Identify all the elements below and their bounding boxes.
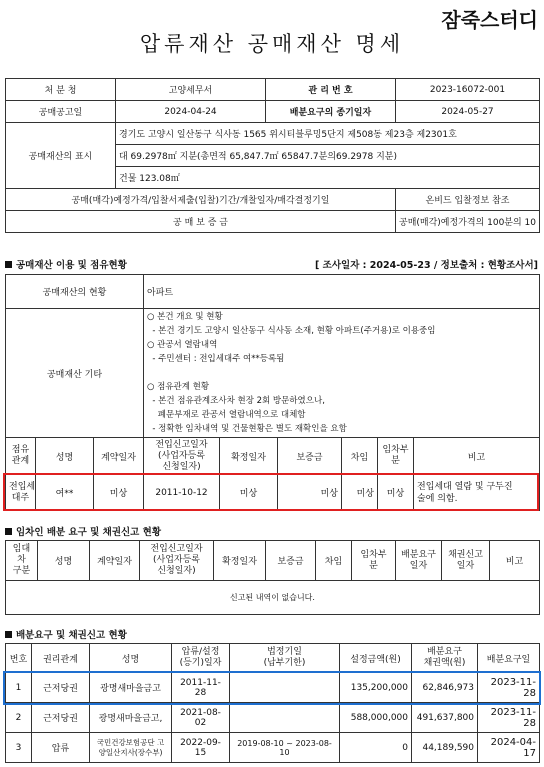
property-line-3: 건물 123.08㎡ — [116, 167, 540, 189]
highlight-blue-box — [3, 671, 541, 705]
status-value: 아파트 — [144, 275, 540, 309]
bullet-square-icon — [5, 631, 12, 638]
property-line-1: 경기도 고양시 일산동구 식사동 1565 위시티블루밍5단지 제508동 제23층 제2301호 — [116, 123, 540, 145]
col-contract-date: 계약일자 — [94, 438, 144, 475]
cell-set-amount: 135,200,000 — [340, 673, 412, 703]
col-registration-date: 압류/설정 (등기)일자 — [172, 644, 230, 673]
cell-right: 근저당권 — [32, 673, 90, 703]
cell-registration-date: 2022-09-15 — [172, 733, 230, 763]
table-row — [6, 703, 540, 733]
cell-claim-date: 2024-04-17 — [478, 733, 540, 763]
cell-contract-date: 미상 — [94, 475, 144, 511]
management-no-value: 2023-16072-001 — [396, 79, 540, 101]
status-label: 공매재산의 현황 — [6, 275, 144, 309]
tenant-header-row — [6, 541, 540, 581]
cell-set-amount: 0 — [340, 733, 412, 763]
col-no: 번호 — [6, 644, 32, 673]
col-occupancy: 점유 관계 — [6, 438, 36, 475]
cell-name: 광명새마을금고, — [90, 703, 172, 733]
cell-no: 2 — [6, 703, 32, 733]
table-row — [6, 733, 540, 763]
other-text: ○ 본건 개요 및 현황 - 본건 경기도 고양시 일산동구 식사동 소재, 현황 아파트(주거용)로 이용중임 ○ 관공서 열람내역 - 주민센터 : 전입세대주 여**등록됨 ○ 점유관계 현황 - 본건 점유관계조사차 현장 2회 방문하였으나, 폐문부재로 관공서 열람내역으로 대체함 - 정확한 임차내역 및 건물현황은 별도 재확인을 요함 — [144, 309, 540, 438]
summary-table — [5, 78, 540, 233]
col-lease-type: 임대 차 구분 — [6, 541, 38, 581]
tenant-table — [5, 540, 540, 615]
col-lease-part: 임차부 분 — [352, 541, 396, 581]
col-name: 성명 — [38, 541, 90, 581]
cell-registration-date: 2011-11-28 — [172, 673, 230, 703]
cell-claim-amount: 44,189,590 — [412, 733, 478, 763]
col-deposit: 보증금 — [278, 438, 342, 475]
cell-name: 국민건강보험공단 고 양일산지사(장수부) — [90, 733, 172, 763]
col-fixed-date: 확정일자 — [220, 438, 278, 475]
cell-claim-date: 2023-11-28 — [478, 703, 540, 733]
cell-rent: 미상 — [342, 475, 378, 511]
property-line-2: 대 69.2978㎡ 지분(총면적 65,847.7㎡ 65847.7분의69.2978 지분) — [116, 145, 540, 167]
bullet-square-icon — [5, 261, 12, 268]
cell-occupancy: 전입세 대주 — [6, 475, 36, 511]
tenant-section-title: 임차인 배분 요구 및 채권신고 현황 — [5, 524, 161, 538]
usage-section-title: 공매재산 이용 및 점유현황 — [5, 257, 127, 271]
col-claim-date: 배분요구일 — [478, 644, 540, 673]
cell-name: 여** — [36, 475, 94, 511]
col-report-date: 채권신고 일자 — [442, 541, 490, 581]
col-remarks: 비고 — [414, 438, 540, 475]
col-remarks: 비고 — [490, 541, 540, 581]
page-title: 압류재산 공매재산 명세 — [139, 32, 405, 56]
usage-header-row — [6, 438, 540, 475]
cell-lease-part: 미상 — [378, 475, 414, 511]
col-contract-date: 계약일자 — [90, 541, 140, 581]
col-set-amount: 설정금액(원) — [340, 644, 412, 673]
col-fixed-date: 확정일자 — [214, 541, 266, 581]
schedule-value: 온비드 입찰정보 참조 — [396, 189, 540, 211]
deposit-label: 공 매 보 증 금 — [6, 211, 396, 233]
cell-no: 3 — [6, 733, 32, 763]
bullet-square-icon — [5, 528, 12, 535]
col-claim-amount: 배분요구 채권액(원) — [412, 644, 478, 673]
col-rent: 차임 — [316, 541, 352, 581]
survey-info: [ 조사일자 : 2024-05-23 / 정보출처 : 현황조사서] — [315, 260, 538, 271]
cell-legal-date: 2019-08-10 ~ 2023-08-10 — [230, 733, 340, 763]
cell-legal-date — [230, 703, 340, 733]
col-claim-date: 배분요구 일자 — [396, 541, 442, 581]
notice-date-value: 2024-04-24 — [116, 101, 266, 123]
cell-deposit: 미상 — [278, 475, 342, 511]
property-label: 공매재산의 표시 — [6, 123, 116, 189]
cell-no: 1 — [6, 673, 32, 703]
highlight-red-box — [3, 473, 539, 511]
cell-remarks: 전입세대 열람 및 구두진 술에 의함. — [414, 475, 540, 511]
claims-section-title: 배분요구 및 채권신고 현황 — [5, 627, 127, 641]
cell-set-amount: 588,000,000 — [340, 703, 412, 733]
cell-claim-amount: 491,637,800 — [412, 703, 478, 733]
cell-fixed-date: 미상 — [220, 475, 278, 511]
other-label: 공매재산 기타 — [6, 309, 144, 438]
col-right: 권리관계 — [32, 644, 90, 673]
col-move-in-date: 전입신고일자 (사업자등록 신청일자) — [144, 438, 220, 475]
cell-right: 압류 — [32, 733, 90, 763]
disposition-agency-value: 고양세무서 — [116, 79, 266, 101]
col-legal-date: 법정기일 (납부기한) — [230, 644, 340, 673]
cell-claim-amount: 62,846,973 — [412, 673, 478, 703]
claim-deadline-value: 2024-05-27 — [396, 101, 540, 123]
cell-right: 근저당권 — [32, 703, 90, 733]
deposit-value: 공매(매각)예정가격의 100분의 10 — [396, 211, 540, 233]
col-rent: 차임 — [342, 438, 378, 475]
disposition-agency-label: 처 분 청 — [6, 79, 116, 101]
cell-move-in-date: 2011-10-12 — [144, 475, 220, 511]
cell-claim-date: 2023-11-28 — [478, 673, 540, 703]
col-lease-part: 임차부 분 — [378, 438, 414, 475]
notice-date-label: 공매공고일 — [6, 101, 116, 123]
watermark: 잠죽스터디 — [441, 8, 538, 32]
col-name: 성명 — [36, 438, 94, 475]
col-deposit: 보증금 — [266, 541, 316, 581]
management-no-label: 관 리 번 호 — [266, 79, 396, 101]
claims-header-row — [6, 644, 540, 673]
schedule-label: 공매(매각)예정가격/입찰서제출(입찰)기간/개찰일자/매각결정기일 — [6, 189, 396, 211]
cell-registration-date: 2021-08-02 — [172, 703, 230, 733]
empty-message: 신고된 내역이 없습니다. — [6, 581, 540, 615]
col-name: 성명 — [90, 644, 172, 673]
claim-deadline-label: 배분요구의 종기일자 — [266, 101, 396, 123]
cell-name: 광명새마을금고 — [90, 673, 172, 703]
col-move-in-date: 전입신고일자 (사업자등록 신청일자) — [140, 541, 214, 581]
